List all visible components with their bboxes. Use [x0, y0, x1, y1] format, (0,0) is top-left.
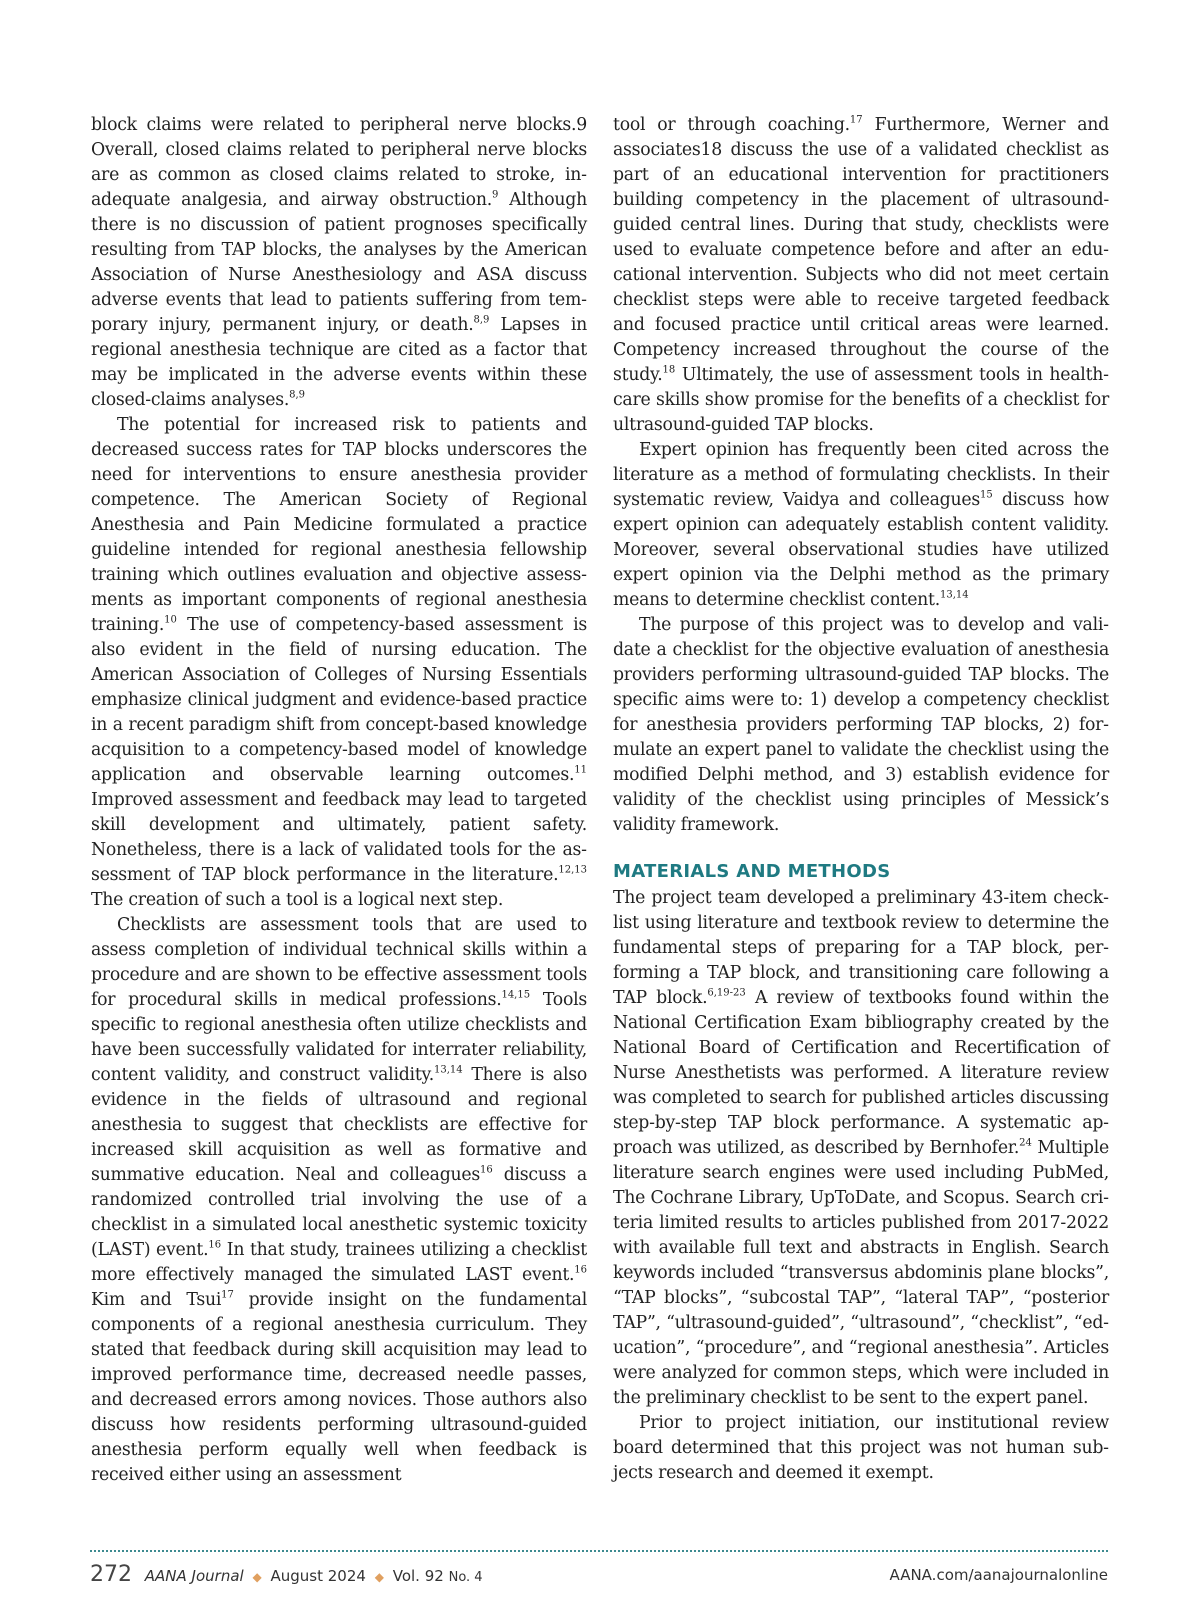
citation: 17: [849, 114, 863, 126]
citation: 18: [662, 364, 676, 376]
text-run: Kim and Tsui: [91, 1290, 222, 1310]
text-run: discuss a randomized controlled trial involving the use of a checklist in a simulated local anesthetic systemic toxicity (LAST) event.: [91, 1165, 587, 1260]
page-footer: [90, 1562, 1108, 1592]
left-column: [91, 113, 587, 1488]
text-run: tool or through coaching.: [613, 115, 850, 135]
text-run: Checklists are assessment tools that are used to assess completion of individual technical skills within a procedure and are shown to be effective assessment tools for procedural skills in medical professions.: [91, 915, 587, 1010]
paragraph: [91, 413, 587, 913]
citation: 24: [1019, 1137, 1032, 1149]
citation: 6,19-23: [707, 987, 746, 999]
text-run: A review of textbooks found within the National Certification Exam bibliography created by the National Board of Certification and Recertification of Nurse Anesthetists was performed. A literature review was completed to search for published articles discussing step-by-step TAP block performance. A systematic approach was utilized, as described by Bernhofer.: [613, 988, 1110, 1158]
citation: 17: [221, 1289, 234, 1301]
citation: 13,14: [939, 589, 969, 601]
website-link[interactable]: AANA.com/aanajournalonline: [889, 1566, 1108, 1584]
volume: Vol. 92: [392, 1567, 444, 1585]
citation: 15: [979, 489, 993, 501]
text-run: Improved assessment and feedback may lead to targeted skill development and ultimately, patient safety. Nonetheless, there is a lack of validated tools for the assessment of TAP block performance in the literature.: [91, 790, 587, 885]
text-run: The use of competency-based assessment is also evident in the field of nursing education. The American Association of Colleges of Nursing Essentials emphasize clinical judgment and evidence-based practice in a recent paradigm shift from concept-based knowledge acquisition to a competency-based model of knowledge application and observable learning outcomes.: [91, 615, 587, 785]
text-run: In that study, trainees utilizing a checklist more effectively managed the simulated LAST event.: [91, 1240, 587, 1285]
citation: 16: [574, 1264, 587, 1276]
citation: 13,14: [433, 1064, 463, 1076]
issue-date: August 2024: [270, 1567, 366, 1585]
issue-number: No. 4: [448, 1570, 483, 1585]
text-run: Multiple literature search engines were used including PubMed, The Cochrane Library, UpToDate, and Scopus. Search criteria limited results to articles published from 2017-2022 with available full text and abstracts in English. Search keywords included “transversus abdominis plane blocks”, “TAP blocks”, “subcostal TAP”, “lateral TAP”, “posterior TAP”, “ultrasound-guided”, “ultrasound”, “checklist”, “education”, “procedure”, and “regional anesthesia”. Articles were analyzed for common steps, which were included in the preliminary checklist to be sent to the expert panel.: [613, 1138, 1109, 1408]
page-number: 272: [90, 1562, 132, 1587]
text-run: The creation of such a tool is a logical next step.: [91, 890, 504, 910]
journal-name: AANA Journal: [144, 1567, 244, 1585]
paragraph: [613, 438, 1109, 613]
paragraph: [613, 886, 1109, 1411]
text-run: Although there is no discussion of patient prognoses specifically resulting from TAP blocks, the analyses by the American Association of Nurse Anesthesiology and ASA discuss adverse events that lead to patients suffering from temporary injury, permanent injury, or death.: [91, 190, 587, 335]
text-run: discuss how expert opinion can adequately establish content validity. Moreover, several observational studies have utilized expert opinion via the Delphi method as the primary means to determine checklist content.: [613, 490, 1109, 610]
text-run: provide insight on the fundamental components of a regional anesthesia curriculum. They stated that feedback during skill acquisition may lead to improved performance time, decreased needle passes, and decreased errors among novices. Those authors also discuss how residents performing ultrasound-guided anesthesia perform equally well when feedback is received either using an assessment: [91, 1290, 587, 1485]
paragraph: [613, 113, 1109, 438]
text-run: Lapses in regional anesthesia technique are cited as a factor that may be implicated in the adverse events within these closed-claims analyses.: [91, 315, 588, 410]
text-run: There is also evidence in the fields of ultrasound and regional anesthesia to suggest that checklists are effective for increased skill acquisition as well as formative and summative education. Neal and colleagues: [91, 1065, 587, 1185]
paragraph: [91, 113, 587, 413]
right-column: [613, 113, 1109, 1486]
text-run: Prior to project initiation, our institutional review board determined that this project was not human subjects research and deemed it exempt.: [613, 1413, 1109, 1483]
text-run: Ultimately, the use of assessment tools in healthcare skills show promise for the benefits of a checklist for ultrasound-guided TAP blocks.: [613, 365, 1109, 435]
citation: 12,13: [558, 864, 587, 876]
citation: 8,9: [289, 389, 306, 401]
diamond-separator-icon: ◆: [374, 1570, 384, 1584]
footer-citation: [90, 1562, 483, 1587]
paragraph: [613, 1411, 1109, 1486]
text-run: Furthermore, Werner and associates18 discuss the use of a validated checklist as part of an educational intervention for practitioners building competency in the placement of ultrasound-guided central lines. During that study, checklists were used to evaluate competence before and after an educational intervention. Subjects who did not meet certain checklist steps were able to receive targeted feedback and focused practice until critical areas were learned. Competency increased throughout the course of the study.: [613, 115, 1109, 385]
text-run: The project team developed a preliminary 43-item checklist using literature and textbook review to determine the fundamental steps of preparing for a TAP block, performing a TAP block, and transitioning care following a TAP block.: [613, 888, 1109, 1008]
text-run: Expert opinion has frequently been cited across the literature as a method of formulating checklists. In their systematic review, Vaidya and colleagues: [613, 440, 1109, 510]
diamond-separator-icon: ◆: [252, 1570, 262, 1584]
citation: 11: [574, 764, 587, 776]
paragraph: [91, 913, 587, 1488]
citation: 14,15: [501, 989, 531, 1001]
text-run: The purpose of this project was to develop and validate a checklist for the objective evaluation of anesthesia providers performing ultrasound-guided TAP blocks. The specific aims were to: 1) develop a competency checklist for anesthesia providers performing TAP blocks, 2) formulate an expert panel to validate the checklist using the modified Delphi method, and 3) establish evidence for validity of the checklist using principles of Messick’s validity framework.: [613, 615, 1109, 835]
text-run: The potential for increased risk to patients and decreased success rates for TAP blocks underscores the need for interventions to ensure anesthesia provider competence. The American Society of Regional Anesthesia and Pain Medicine formulated a practice guideline intended for regional anesthesia fellowship training which outlines evaluation and objective assessments as important components of regional anesthesia training.: [91, 415, 587, 635]
section-heading: MATERIALS AND METHODS: [613, 861, 891, 882]
footer-divider: [90, 1550, 1108, 1552]
paragraph: [613, 613, 1109, 838]
citation: 9: [491, 189, 499, 201]
citation: 16: [479, 1164, 493, 1176]
citation: 10: [164, 614, 177, 626]
text-run: Tools specific to regional anesthesia often utilize checklists and have been successfully validated for interrater reliability, content validity, and construct validity.: [91, 990, 587, 1085]
text-run: block claims were related to peripheral nerve blocks.9 Overall, closed claims related to peripheral nerve blocks are as common as closed claims related to stroke, inadequate analgesia, and airway obstruction.: [91, 115, 587, 210]
citation: 16: [208, 1239, 222, 1251]
citation: 8,9: [473, 314, 490, 326]
